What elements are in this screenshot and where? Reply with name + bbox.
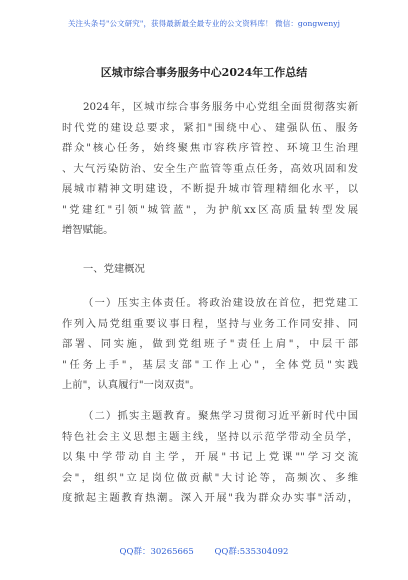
- paragraph-line: （二）抓实主题教育。聚焦学习贯彻习近平新时代中国: [83, 410, 358, 422]
- paragraph-line: "党建红"引领"城管蓝"，为护航xx区高质量转型发展: [62, 203, 358, 216]
- paragraph-line: （一）压实主体责任。将政治建设放在首位，把党建工: [83, 297, 358, 309]
- paragraph-line: 时代党的建设总要求，紧扣"围绕中心、建强队伍、服务: [62, 121, 358, 134]
- item1-paragraph: [62, 293, 358, 396]
- paragraph-line: 增智赋能。: [62, 224, 114, 236]
- paragraph-line: 会"，组织"立足岗位做贡献"大讨论等，高频次、多维: [62, 471, 358, 484]
- footer-qq-group-1: QQ群：30265665: [119, 547, 194, 557]
- paragraph-line: 特色社会主义思想主题主线，坚持以示范学带动全员学，: [62, 430, 358, 443]
- paragraph-line: 、大气污染防治、安全生产监管等重点任务，高效巩固和发: [62, 162, 358, 175]
- item2-paragraph: [62, 406, 358, 509]
- footer-contact: [0, 545, 408, 557]
- paragraph-line: 以集中学带动自主学，开展"书记上党课""学习交流: [62, 451, 358, 463]
- paragraph-line: 2024年，区城市综合事务服务中心党组全面贯彻落实新: [83, 101, 358, 113]
- intro-paragraph: [62, 97, 358, 241]
- document-title: 区城市综合事务服务中心2024年工作总结: [100, 66, 308, 79]
- paragraph-line: 群众"核心任务，始终聚焦市容秩序管控、环境卫生治理: [62, 142, 358, 154]
- paragraph-line: 度掀起主题教育热潮。深入开展"我为群众办实事"活动，: [62, 492, 358, 504]
- paragraph-line: 作列入局党组重要议事日程，坚持与业务工作同安排、同: [62, 317, 358, 330]
- paragraph-line: "任务上手"，基层支部"工作上心"，全体党员"实践: [62, 358, 358, 371]
- section-heading: 一、党建概况: [83, 263, 145, 275]
- header-banner: 关注头条号"公文研究"，获得最新最全最专业的公文资料库！ 微信：gongwenyj: [67, 19, 341, 28]
- footer-qq-group-2: QQ群:535304092: [214, 547, 289, 557]
- paragraph-line: 展城市精神文明建设，不断提升城市管理精细化水平，以: [62, 183, 358, 195]
- paragraph-line: 部署、同实施，做到党组班子"责任上肩"，中层干部: [62, 338, 358, 350]
- paragraph-line: 上前"，认真履行"一岗双责"。: [62, 379, 200, 391]
